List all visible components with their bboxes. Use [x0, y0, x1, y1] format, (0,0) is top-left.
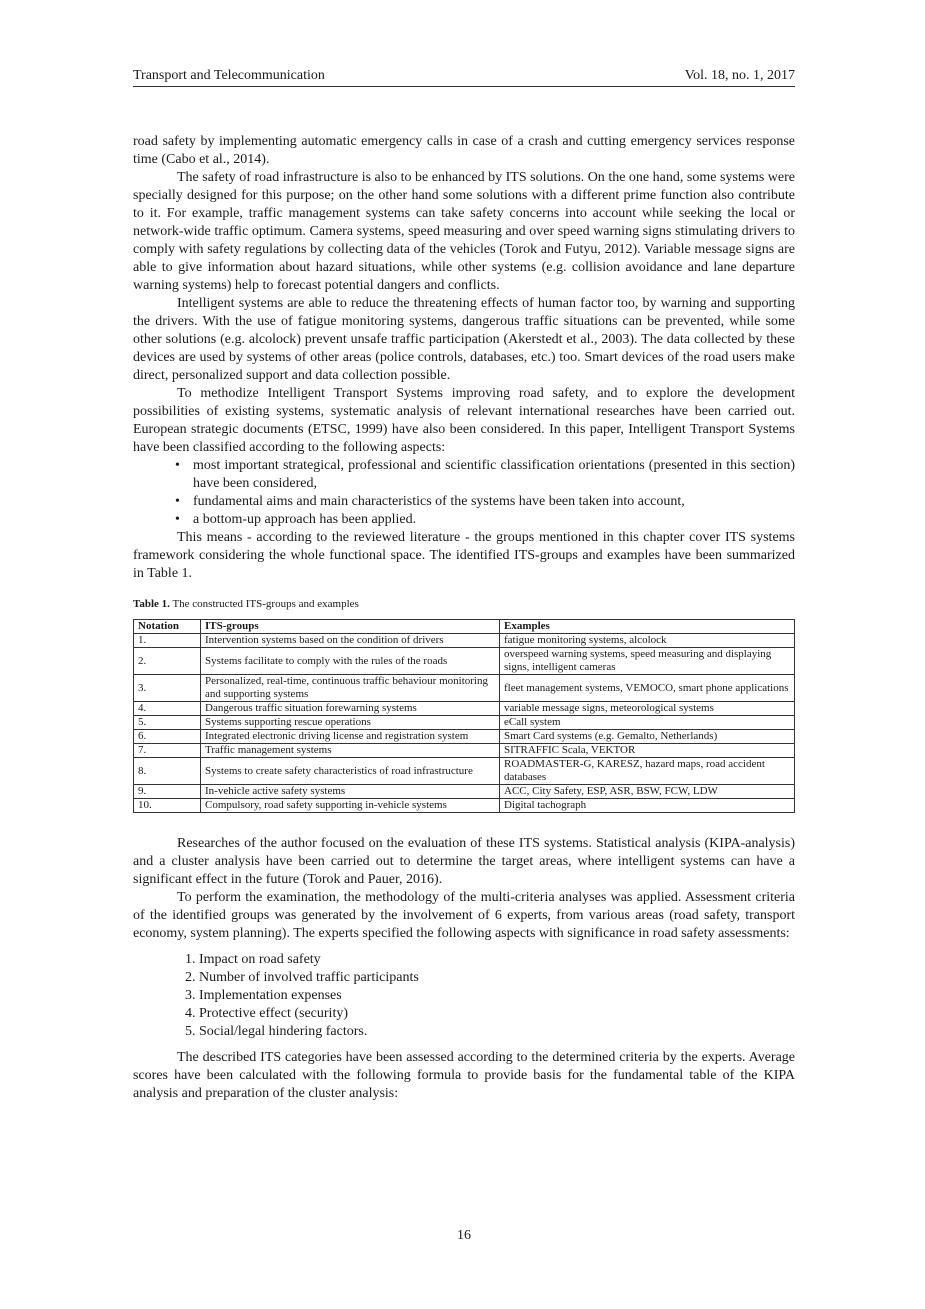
- cell-notation: 3.: [134, 675, 201, 702]
- aspects-list: [133, 457, 795, 529]
- its-groups-table: [133, 619, 795, 813]
- cell-examples: Digital tachograph: [500, 799, 795, 813]
- cell-notation: 5.: [134, 716, 201, 730]
- table-row: [134, 675, 795, 702]
- cell-notation: 9.: [134, 785, 201, 799]
- cell-group: In-vehicle active safety systems: [201, 785, 500, 799]
- paragraph-1: road safety by implementing automatic emergency calls in case of a crash and cutting emergency services response time (Cabo et al., 2014).: [133, 134, 795, 167]
- running-header: [133, 68, 795, 87]
- paragraph-5: This means - according to the reviewed literature - the groups mentioned in this chapter cover ITS systems framework considering the whole functional space. The identified ITS-groups and examples have been summarized in Table 1.: [133, 530, 795, 581]
- paragraph-7: To perform the examination, the methodology of the multi-criteria analyses was applied. Assessment criteria of the identified groups was generated by the involvement of 6 experts, from various areas (road safety, transport economy, system planning). The experts specified the following aspects with significance in road safety assessments:: [133, 890, 795, 941]
- table-row: [134, 716, 795, 730]
- cell-examples: SITRAFFIC Scala, VEKTOR: [500, 744, 795, 758]
- article-body: [133, 133, 795, 1103]
- cell-examples: fleet management systems, VEMOCO, smart phone applications: [500, 675, 795, 702]
- volume-info: Vol. 18, no. 1, 2017: [684, 68, 795, 83]
- cell-examples: overspeed warning systems, speed measuring and displaying signs, intelligent cameras: [500, 648, 795, 675]
- cell-group: Personalized, real-time, continuous traffic behaviour monitoring and supporting systems: [201, 675, 500, 702]
- header-notation: Notation: [134, 620, 201, 634]
- cell-notation: 4.: [134, 702, 201, 716]
- cell-group: Traffic management systems: [201, 744, 500, 758]
- journal-title: Transport and Telecommunication: [133, 68, 325, 83]
- list-item: 2. Number of involved traffic participants: [199, 969, 795, 987]
- table-row: [134, 730, 795, 744]
- table-caption-label: Table 1.: [133, 598, 170, 610]
- paragraph-3: Intelligent systems are able to reduce the threatening effects of human factor too, by warning and supporting the drivers. With the use of fatigue monitoring systems, dangerous traffic situations can be prevented, while some other solutions (e.g. alcolock) prevent unsafe traffic participation (Akerstedt et al., 2003). The data collected by these devices are used by systems of other areas (police controls, databases, etc.) too. Smart devices of the road users make direct, personalized support and data collection possible.: [133, 296, 795, 383]
- paragraph-2: The safety of road infrastructure is also to be enhanced by ITS solutions. On the one hand, some systems were specially designed for this purpose; on the other hand some solutions with a different prime function also contribute to it. For example, traffic management systems can take safety concerns into account while seeking the local or network-wide traffic optimum. Camera systems, speed measuring and over speed warning signs stimulating drivers to comply with safety regulations by collecting data of the vehicles (Torok and Futyu, 2012). Variable message signs are able to give information about hazard situations, while other systems (e.g. collision avoidance and lane departure warning systems) help to forecast potential dangers and conflicts.: [133, 170, 795, 293]
- table-header-row: [134, 620, 795, 634]
- list-item: • fundamental aims and main characteristics of the systems have been taken into account,: [193, 493, 795, 511]
- criteria-list: [133, 951, 795, 1041]
- header-its-groups: ITS-groups: [201, 620, 500, 634]
- list-item: 5. Social/legal hindering factors.: [199, 1023, 795, 1041]
- list-item: 1. Impact on road safety: [199, 951, 795, 969]
- cell-notation: 6.: [134, 730, 201, 744]
- cell-group: Systems to create safety characteristics of road infrastructure: [201, 758, 500, 785]
- cell-notation: 2.: [134, 648, 201, 675]
- cell-group: Intervention systems based on the condition of drivers: [201, 634, 500, 648]
- list-item: 3. Implementation expenses: [199, 987, 795, 1005]
- cell-examples: variable message signs, meteorological systems: [500, 702, 795, 716]
- cell-notation: 1.: [134, 634, 201, 648]
- spacer: [133, 813, 795, 835]
- table-row: [134, 758, 795, 785]
- cell-examples: ACC, City Safety, ESP, ASR, BSW, FCW, LDW: [500, 785, 795, 799]
- list-item: • most important strategical, professional and scientific classification orientations (presented in this section) have been considered,: [193, 457, 795, 493]
- table-row: [134, 702, 795, 716]
- cell-examples: ROADMASTER-G, KARESZ, hazard maps, road accident databases: [500, 758, 795, 785]
- table-row: [134, 799, 795, 813]
- list-item: • a bottom-up approach has been applied.: [193, 511, 795, 529]
- table-caption: [133, 597, 795, 611]
- table-caption-text: The constructed ITS-groups and examples: [172, 598, 359, 610]
- list-item: 4. Protective effect (security): [199, 1005, 795, 1023]
- table-row: [134, 648, 795, 675]
- cell-group: Systems supporting rescue operations: [201, 716, 500, 730]
- cell-examples: eCall system: [500, 716, 795, 730]
- cell-group: Compulsory, road safety supporting in-vehicle systems: [201, 799, 500, 813]
- header-examples: Examples: [500, 620, 795, 634]
- cell-examples: fatigue monitoring systems, alcolock: [500, 634, 795, 648]
- table-row: [134, 634, 795, 648]
- paragraph-6: Researches of the author focused on the evaluation of these ITS systems. Statistical analysis (KIPA-analysis) and a cluster analysis have been carried out to determine the target areas, where intelligent systems can have a significant effect in the future (Torok and Pauer, 2016).: [133, 836, 795, 887]
- cell-notation: 7.: [134, 744, 201, 758]
- table-row: [134, 785, 795, 799]
- page-number: 16: [457, 1228, 471, 1243]
- cell-group: Integrated electronic driving license and registration system: [201, 730, 500, 744]
- cell-examples: Smart Card systems (e.g. Gemalto, Netherlands): [500, 730, 795, 744]
- table-row: [134, 744, 795, 758]
- cell-group: Systems facilitate to comply with the rules of the roads: [201, 648, 500, 675]
- paragraph-4: To methodize Intelligent Transport Systems improving road safety, and to explore the development possibilities of existing systems, systematic analysis of relevant international researches have been carried out. European strategic documents (ETSC, 1999) have also been considered. In this paper, Intelligent Transport Systems have been classified according to the following aspects:: [133, 386, 795, 455]
- cell-notation: 8.: [134, 758, 201, 785]
- cell-notation: 10.: [134, 799, 201, 813]
- paragraph-8: The described ITS categories have been assessed according to the determined criteria by the experts. Average scores have been calculated with the following formula to provide basis for the fundamental table of the KIPA analysis and preparation of the cluster analysis:: [133, 1050, 795, 1101]
- cell-group: Dangerous traffic situation forewarning systems: [201, 702, 500, 716]
